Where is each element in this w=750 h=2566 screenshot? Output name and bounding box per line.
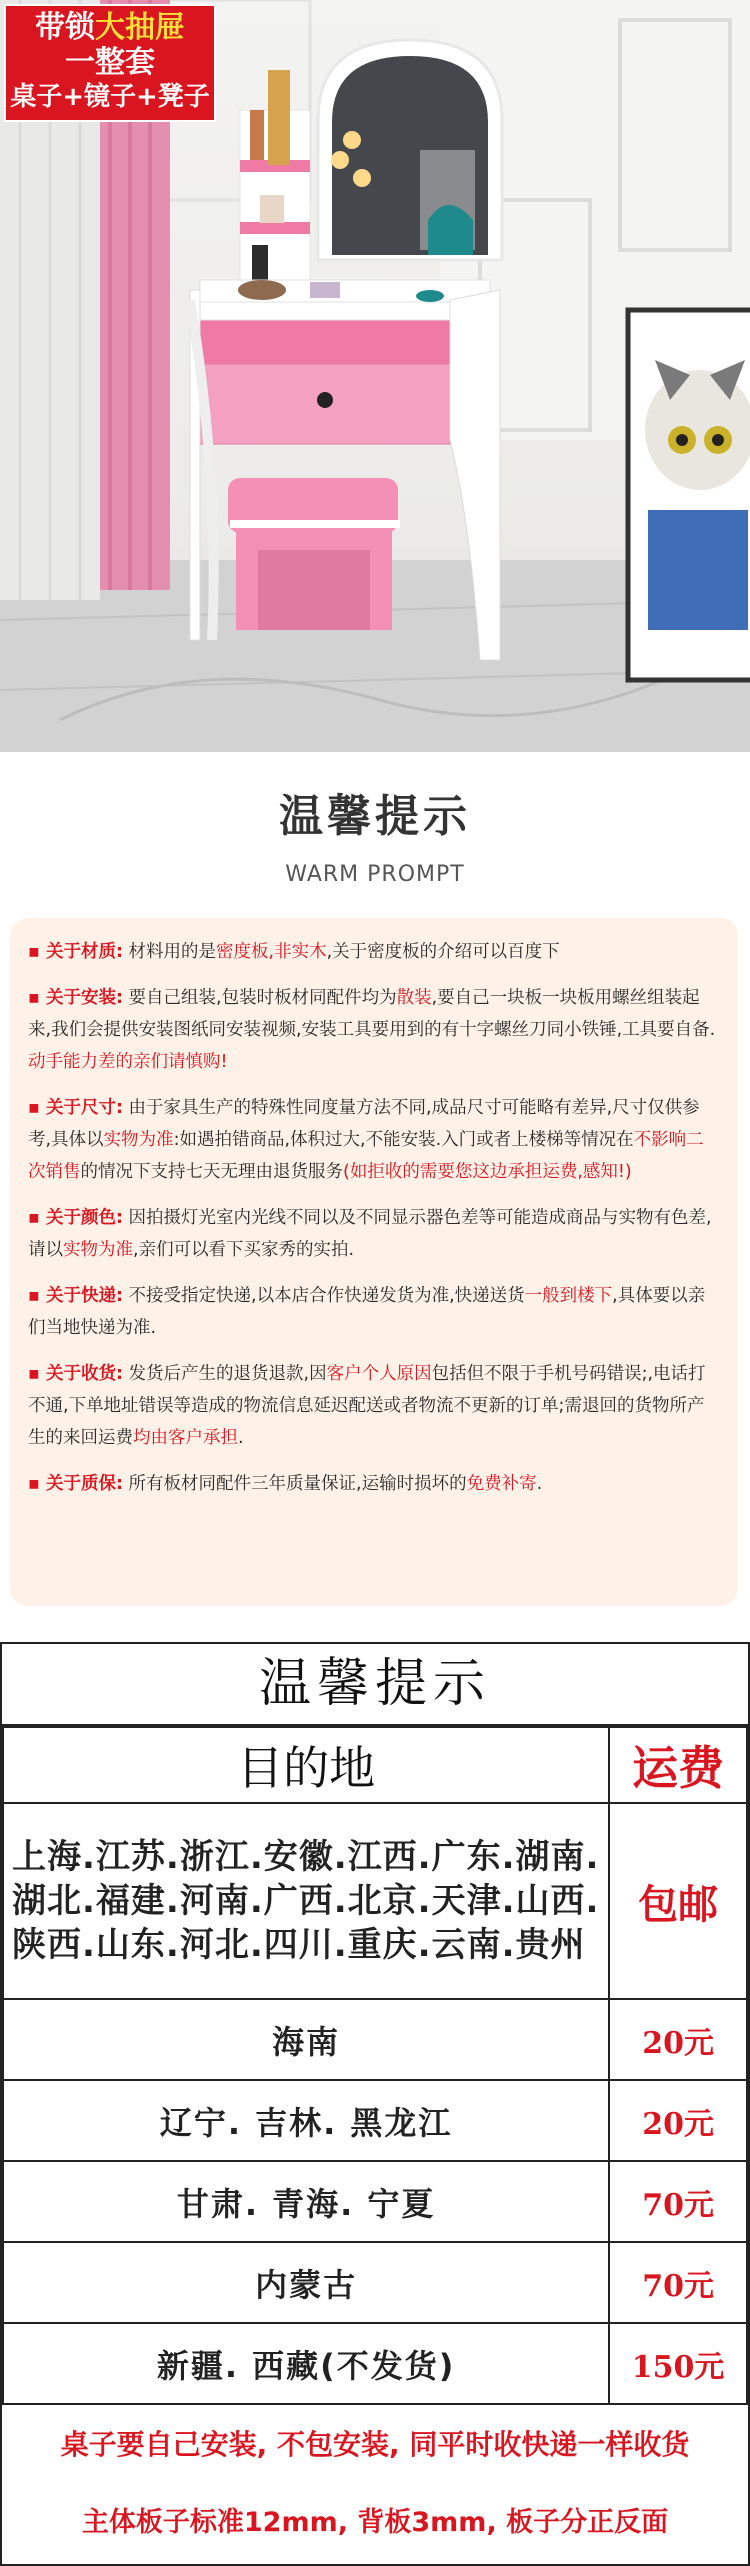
warm-prompt-item [24,1202,720,1266]
warm-prompt-item-label: 关于颜色: [45,1208,123,1228]
warm-prompt-text: ,关于密度板的介绍可以百度下 [326,942,560,962]
destination-cell: 上海.江苏.浙江.安徽.江西.广东.湖南.湖北.福建.河南.广西.北京.天津.山西.陕西.山东.河北.四川.重庆.云南.贵州 [3,1803,609,1999]
fee-cell: 70元 [609,2242,747,2323]
shipping-table [0,1642,750,2566]
warm-prompt-item [24,1280,720,1344]
destination-cell: 内蒙古 [3,2242,609,2323]
warm-prompt-text: ,具体要以亲们当地快递为准. [28,1286,706,1338]
table-row [3,2323,747,2404]
destination-cell: 甘肃. 青海. 宁夏 [3,2161,609,2242]
bullet-icon: ▪ [28,1098,46,1118]
fee-cell: 70元 [609,2161,747,2242]
shipping-note-install: 桌子要自己安装, 不包安装, 同平时收快递一样收货 [60,2428,690,2461]
shipping-note-board: 主体板子标准12mm, 背板3mm, 板子分正反面 [81,2507,669,2538]
badge-line-1: 带锁大抽屉 [35,10,185,45]
warm-prompt-text: 因拍摄灯光室内光线不同以及不同显示器色差等可能造成商品与实物有色差,请以 [28,1208,712,1260]
destination-cell: 新疆. 西藏(不发货) [3,2323,609,2404]
warm-prompt-item [24,1468,720,1500]
warm-prompt-highlight: 散装 [396,988,432,1008]
table-row [3,2242,747,2323]
shipping-title: 温馨提示 [2,1644,748,1726]
warm-prompt-item-label: 关于收货: [45,1364,123,1384]
bullet-icon: ▪ [28,1364,46,1384]
table-header-row [3,1727,747,1803]
warm-prompt-subtitle: WARM PROMPT [285,862,465,887]
warm-prompt-highlight: 不影响二次销售 [28,1130,704,1182]
warm-prompt-highlight: 客户个人原因 [326,1364,432,1384]
destination-cell: 海南 [3,1999,609,2080]
warm-prompt-list [24,936,720,1500]
warm-prompt-text: :如遇拍错商品,体积过大,不能安装.入门或者上楼梯等情况在 [173,1130,634,1150]
warm-prompt-highlight: 实物为准 [63,1240,133,1260]
warm-prompt-item-label: 关于快递: [45,1286,123,1306]
warm-prompt-highlight: 一般到楼下 [524,1286,613,1306]
warm-prompt-text: ,要自己一块板一块板用螺丝组装起来,我们会提供安装图纸同安装视频,安装工具要用到的有十字螺丝刀同小铁锤,工具要自备. [28,988,716,1040]
table-row [3,2080,747,2161]
warm-prompt-item [24,982,720,1078]
bullet-icon: ▪ [28,1208,46,1228]
warm-prompt-highlight: 均由客户承担 [133,1428,238,1448]
badge-line-2: 一整套 [65,45,155,80]
warm-prompt-highlight: 动手能力差的亲们请慎购! [28,1052,228,1072]
warm-prompt-item-label: 关于尺寸: [45,1098,123,1118]
warm-prompt-text: 发货后产生的退货退款,因 [122,1364,327,1384]
warm-prompt-text: 材料用的是 [122,942,217,962]
warm-prompt-text: ,亲们可以看下买家秀的实拍. [133,1240,355,1260]
warm-prompt-highlight: 免费补寄 [466,1474,537,1494]
table-row [3,1803,747,1999]
fee-cell: 20元 [609,1999,747,2080]
bullet-icon: ▪ [28,942,46,962]
bullet-icon: ▪ [28,1474,46,1494]
warm-prompt-text: 由于家具生产的特殊性同度量方法不同,成品尺寸可能略有差异,尺寸仅供参考,具体以 [28,1098,700,1150]
product-photo [0,0,750,752]
warm-prompt-text: 要自己组装,包装时板材同配件均为 [122,988,397,1008]
warm-prompt-highlight: 密度板,非实木 [216,942,327,962]
warm-prompt-text: . [536,1474,543,1494]
column-header-destination: 目的地 [3,1727,609,1803]
warm-prompt-item [24,1358,720,1454]
warm-prompt-text: 包括但不限于手机号码错误;,电话打不通,下单地址错误等造成的物流信息延迟配送或者物流不更新的订单;需退回的货物所产生的来回运费 [28,1364,706,1448]
warm-prompt-item-label: 关于安装: [45,988,123,1008]
table-row [3,2161,747,2242]
bullet-icon: ▪ [28,988,46,1008]
shipping-notes [2,2405,748,2559]
warm-prompt-highlight: 实物为准 [103,1130,174,1150]
fee-cell: 包邮 [609,1803,747,1999]
warm-prompt-item [24,1092,720,1188]
warm-prompt-text: 不接受指定快递,以本店合作快递发货为准,快递送货 [122,1286,525,1306]
column-header-fee: 运费 [609,1727,747,1803]
warm-prompt-item [24,936,720,968]
fee-cell: 20元 [609,2080,747,2161]
warm-prompt-text: . [238,1428,244,1448]
fee-cell: 150元 [609,2323,747,2404]
warm-prompt-item-label: 关于材质: [45,942,123,962]
shipping-rates-table [2,1726,748,2405]
bullet-icon: ▪ [28,1286,46,1306]
table-row [3,1999,747,2080]
badge-line-3: 桌子+镜子+凳子 [10,82,210,112]
warm-prompt-box [10,918,738,1606]
product-badge [4,4,216,122]
destination-cell: 辽宁. 吉林. 黑龙江 [3,2080,609,2161]
warm-prompt-title: 温馨提示 [279,791,471,842]
warm-prompt-highlight: (如拒收的需要您这边承担运费,感知!) [343,1162,632,1182]
warm-prompt-header [0,780,750,887]
warm-prompt-text: 的情况下支持七天无理由退货服务 [80,1162,343,1182]
warm-prompt-item-label: 关于质保: [45,1474,123,1494]
warm-prompt-text: 所有板材同配件三年质量保证,运输时损坏的 [122,1474,467,1494]
